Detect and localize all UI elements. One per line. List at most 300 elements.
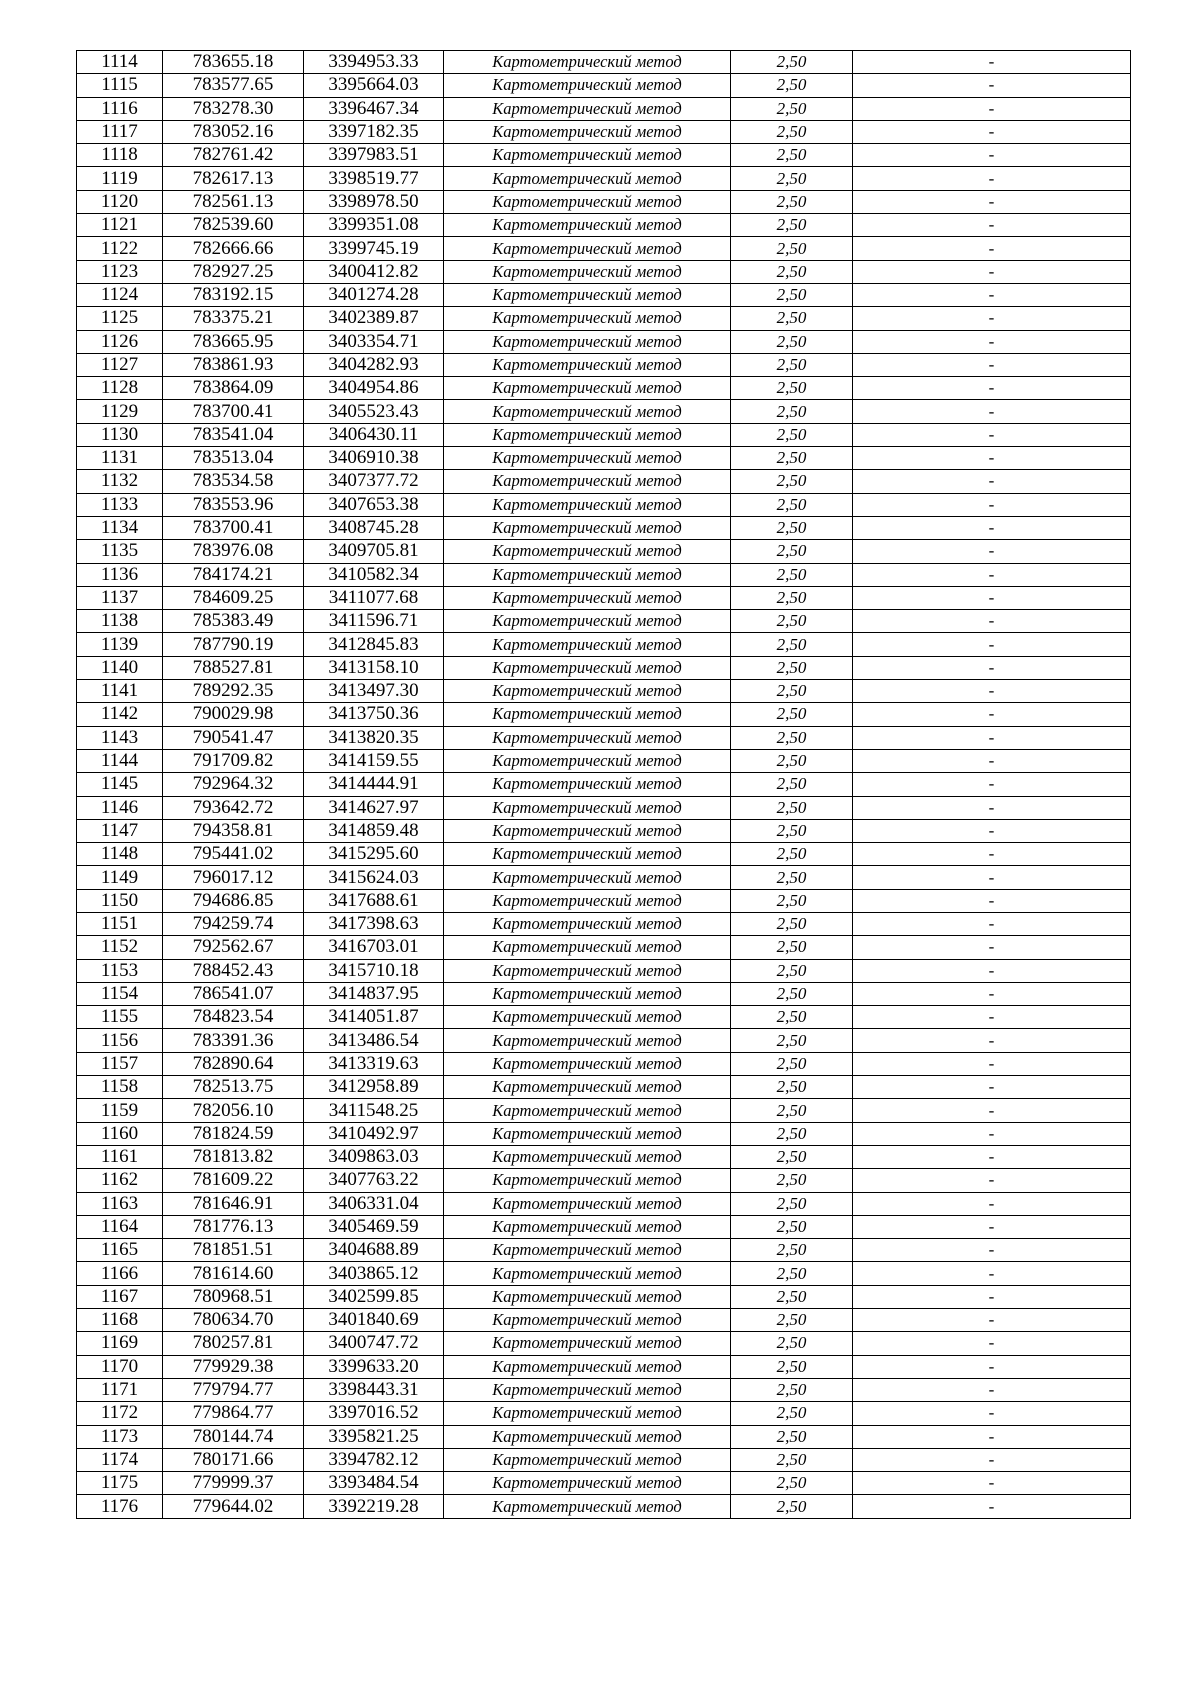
description-cell: - xyxy=(853,283,1131,306)
method-cell: Картометрический метод xyxy=(444,167,731,190)
x-coordinate-cell: 790029.98 xyxy=(163,703,304,726)
y-coordinate-cell: 3414627.97 xyxy=(304,796,444,819)
description-cell: - xyxy=(853,1355,1131,1378)
point-number-cell: 1153 xyxy=(77,959,163,982)
accuracy-cell: 2,50 xyxy=(731,1006,853,1029)
method-cell: Картометрический метод xyxy=(444,237,731,260)
y-coordinate-cell: 3413820.35 xyxy=(304,726,444,749)
method-cell: Картометрический метод xyxy=(444,1122,731,1145)
method-cell: Картометрический метод xyxy=(444,540,731,563)
point-number-cell: 1159 xyxy=(77,1099,163,1122)
y-coordinate-cell: 3400747.72 xyxy=(304,1332,444,1355)
table-row xyxy=(77,1332,1131,1355)
point-number-cell: 1140 xyxy=(77,656,163,679)
point-number-cell: 1172 xyxy=(77,1402,163,1425)
method-cell: Картометрический метод xyxy=(444,190,731,213)
method-cell: Картометрический метод xyxy=(444,1262,731,1285)
x-coordinate-cell: 782666.66 xyxy=(163,237,304,260)
method-cell: Картометрический метод xyxy=(444,633,731,656)
point-number-cell: 1176 xyxy=(77,1495,163,1518)
accuracy-cell: 2,50 xyxy=(731,214,853,237)
description-cell: - xyxy=(853,1309,1131,1332)
description-cell: - xyxy=(853,703,1131,726)
x-coordinate-cell: 784609.25 xyxy=(163,586,304,609)
x-coordinate-cell: 788527.81 xyxy=(163,656,304,679)
x-coordinate-cell: 780634.70 xyxy=(163,1309,304,1332)
table-row xyxy=(77,1145,1131,1168)
y-coordinate-cell: 3414159.55 xyxy=(304,749,444,772)
description-cell: - xyxy=(853,982,1131,1005)
method-cell: Картометрический метод xyxy=(444,912,731,935)
method-cell: Картометрический метод xyxy=(444,1355,731,1378)
point-number-cell: 1170 xyxy=(77,1355,163,1378)
method-cell: Картометрический метод xyxy=(444,1448,731,1471)
accuracy-cell: 2,50 xyxy=(731,1169,853,1192)
table-row xyxy=(77,540,1131,563)
accuracy-cell: 2,50 xyxy=(731,1402,853,1425)
table-row xyxy=(77,330,1131,353)
accuracy-cell: 2,50 xyxy=(731,936,853,959)
accuracy-cell: 2,50 xyxy=(731,656,853,679)
x-coordinate-cell: 783976.08 xyxy=(163,540,304,563)
point-number-cell: 1125 xyxy=(77,307,163,330)
method-cell: Картометрический метод xyxy=(444,1285,731,1308)
x-coordinate-cell: 782890.64 xyxy=(163,1052,304,1075)
x-coordinate-cell: 783861.93 xyxy=(163,353,304,376)
description-cell: - xyxy=(853,120,1131,143)
description-cell: - xyxy=(853,749,1131,772)
accuracy-cell: 2,50 xyxy=(731,377,853,400)
x-coordinate-cell: 783375.21 xyxy=(163,307,304,330)
y-coordinate-cell: 3411596.71 xyxy=(304,610,444,633)
y-coordinate-cell: 3413750.36 xyxy=(304,703,444,726)
accuracy-cell: 2,50 xyxy=(731,51,853,74)
table-row xyxy=(77,1169,1131,1192)
description-cell: - xyxy=(853,214,1131,237)
table-row xyxy=(77,889,1131,912)
y-coordinate-cell: 3395664.03 xyxy=(304,74,444,97)
point-number-cell: 1175 xyxy=(77,1472,163,1495)
x-coordinate-cell: 781776.13 xyxy=(163,1215,304,1238)
method-cell: Картометрический метод xyxy=(444,982,731,1005)
point-number-cell: 1120 xyxy=(77,190,163,213)
description-cell: - xyxy=(853,423,1131,446)
description-cell: - xyxy=(853,586,1131,609)
description-cell: - xyxy=(853,656,1131,679)
accuracy-cell: 2,50 xyxy=(731,703,853,726)
description-cell: - xyxy=(853,51,1131,74)
point-number-cell: 1157 xyxy=(77,1052,163,1075)
table-row xyxy=(77,516,1131,539)
accuracy-cell: 2,50 xyxy=(731,1495,853,1518)
point-number-cell: 1124 xyxy=(77,283,163,306)
point-number-cell: 1146 xyxy=(77,796,163,819)
accuracy-cell: 2,50 xyxy=(731,190,853,213)
y-coordinate-cell: 3416703.01 xyxy=(304,936,444,959)
y-coordinate-cell: 3402599.85 xyxy=(304,1285,444,1308)
point-number-cell: 1158 xyxy=(77,1076,163,1099)
point-number-cell: 1144 xyxy=(77,749,163,772)
table-row xyxy=(77,773,1131,796)
accuracy-cell: 2,50 xyxy=(731,516,853,539)
accuracy-cell: 2,50 xyxy=(731,773,853,796)
table-row xyxy=(77,400,1131,423)
point-number-cell: 1131 xyxy=(77,447,163,470)
description-cell: - xyxy=(853,912,1131,935)
accuracy-cell: 2,50 xyxy=(731,1285,853,1308)
table-row xyxy=(77,610,1131,633)
accuracy-cell: 2,50 xyxy=(731,1122,853,1145)
description-cell: - xyxy=(853,1285,1131,1308)
method-cell: Картометрический метод xyxy=(444,1192,731,1215)
point-number-cell: 1145 xyxy=(77,773,163,796)
point-number-cell: 1128 xyxy=(77,377,163,400)
method-cell: Картометрический метод xyxy=(444,656,731,679)
accuracy-cell: 2,50 xyxy=(731,423,853,446)
method-cell: Картометрический метод xyxy=(444,1029,731,1052)
method-cell: Картометрический метод xyxy=(444,1239,731,1262)
table-row xyxy=(77,190,1131,213)
y-coordinate-cell: 3407653.38 xyxy=(304,493,444,516)
x-coordinate-cell: 782539.60 xyxy=(163,214,304,237)
point-number-cell: 1130 xyxy=(77,423,163,446)
table-row xyxy=(77,283,1131,306)
x-coordinate-cell: 794686.85 xyxy=(163,889,304,912)
table-row xyxy=(77,936,1131,959)
x-coordinate-cell: 782927.25 xyxy=(163,260,304,283)
method-cell: Картометрический метод xyxy=(444,307,731,330)
accuracy-cell: 2,50 xyxy=(731,1192,853,1215)
table-row xyxy=(77,819,1131,842)
table-row xyxy=(77,120,1131,143)
y-coordinate-cell: 3415624.03 xyxy=(304,866,444,889)
method-cell: Картометрический метод xyxy=(444,1145,731,1168)
table-row xyxy=(77,586,1131,609)
table-row xyxy=(77,237,1131,260)
table-row xyxy=(77,912,1131,935)
y-coordinate-cell: 3417688.61 xyxy=(304,889,444,912)
table-row xyxy=(77,1285,1131,1308)
method-cell: Картометрический метод xyxy=(444,796,731,819)
description-cell: - xyxy=(853,167,1131,190)
x-coordinate-cell: 782561.13 xyxy=(163,190,304,213)
method-cell: Картометрический метод xyxy=(444,447,731,470)
description-cell: - xyxy=(853,97,1131,120)
description-cell: - xyxy=(853,1029,1131,1052)
table-row xyxy=(77,1402,1131,1425)
description-cell: - xyxy=(853,1425,1131,1448)
accuracy-cell: 2,50 xyxy=(731,400,853,423)
description-cell: - xyxy=(853,796,1131,819)
method-cell: Картометрический метод xyxy=(444,749,731,772)
point-number-cell: 1115 xyxy=(77,74,163,97)
table-row xyxy=(77,1355,1131,1378)
description-cell: - xyxy=(853,563,1131,586)
table-row xyxy=(77,1495,1131,1518)
description-cell: - xyxy=(853,773,1131,796)
point-number-cell: 1149 xyxy=(77,866,163,889)
x-coordinate-cell: 787790.19 xyxy=(163,633,304,656)
x-coordinate-cell: 780257.81 xyxy=(163,1332,304,1355)
x-coordinate-cell: 783577.65 xyxy=(163,74,304,97)
method-cell: Картометрический метод xyxy=(444,377,731,400)
accuracy-cell: 2,50 xyxy=(731,447,853,470)
y-coordinate-cell: 3414444.91 xyxy=(304,773,444,796)
table-row xyxy=(77,633,1131,656)
table-row xyxy=(77,1239,1131,1262)
x-coordinate-cell: 781609.22 xyxy=(163,1169,304,1192)
y-coordinate-cell: 3401274.28 xyxy=(304,283,444,306)
y-coordinate-cell: 3397182.35 xyxy=(304,120,444,143)
point-number-cell: 1150 xyxy=(77,889,163,912)
table-row xyxy=(77,167,1131,190)
description-cell: - xyxy=(853,1006,1131,1029)
table-row xyxy=(77,1262,1131,1285)
point-number-cell: 1121 xyxy=(77,214,163,237)
point-number-cell: 1168 xyxy=(77,1309,163,1332)
x-coordinate-cell: 780144.74 xyxy=(163,1425,304,1448)
description-cell: - xyxy=(853,330,1131,353)
description-cell: - xyxy=(853,936,1131,959)
description-cell: - xyxy=(853,1076,1131,1099)
accuracy-cell: 2,50 xyxy=(731,843,853,866)
accuracy-cell: 2,50 xyxy=(731,889,853,912)
accuracy-cell: 2,50 xyxy=(731,1239,853,1262)
accuracy-cell: 2,50 xyxy=(731,959,853,982)
y-coordinate-cell: 3413158.10 xyxy=(304,656,444,679)
point-number-cell: 1142 xyxy=(77,703,163,726)
point-number-cell: 1171 xyxy=(77,1378,163,1401)
point-number-cell: 1163 xyxy=(77,1192,163,1215)
x-coordinate-cell: 783052.16 xyxy=(163,120,304,143)
accuracy-cell: 2,50 xyxy=(731,1076,853,1099)
y-coordinate-cell: 3395821.25 xyxy=(304,1425,444,1448)
x-coordinate-cell: 785383.49 xyxy=(163,610,304,633)
point-number-cell: 1156 xyxy=(77,1029,163,1052)
point-number-cell: 1119 xyxy=(77,167,163,190)
description-cell: - xyxy=(853,866,1131,889)
accuracy-cell: 2,50 xyxy=(731,680,853,703)
description-cell: - xyxy=(853,190,1131,213)
description-cell: - xyxy=(853,260,1131,283)
description-cell: - xyxy=(853,144,1131,167)
accuracy-cell: 2,50 xyxy=(731,866,853,889)
y-coordinate-cell: 3398519.77 xyxy=(304,167,444,190)
table-row xyxy=(77,74,1131,97)
y-coordinate-cell: 3404954.86 xyxy=(304,377,444,400)
x-coordinate-cell: 783278.30 xyxy=(163,97,304,120)
description-cell: - xyxy=(853,1378,1131,1401)
point-number-cell: 1117 xyxy=(77,120,163,143)
x-coordinate-cell: 779929.38 xyxy=(163,1355,304,1378)
point-number-cell: 1148 xyxy=(77,843,163,866)
y-coordinate-cell: 3410582.34 xyxy=(304,563,444,586)
x-coordinate-cell: 783541.04 xyxy=(163,423,304,446)
method-cell: Картометрический метод xyxy=(444,144,731,167)
table-row xyxy=(77,377,1131,400)
accuracy-cell: 2,50 xyxy=(731,1262,853,1285)
accuracy-cell: 2,50 xyxy=(731,237,853,260)
table-row xyxy=(77,1006,1131,1029)
table-row xyxy=(77,97,1131,120)
point-number-cell: 1147 xyxy=(77,819,163,842)
method-cell: Картометрический метод xyxy=(444,1052,731,1075)
x-coordinate-cell: 781646.91 xyxy=(163,1192,304,1215)
table-row xyxy=(77,866,1131,889)
x-coordinate-cell: 792964.32 xyxy=(163,773,304,796)
x-coordinate-cell: 784174.21 xyxy=(163,563,304,586)
method-cell: Картометрический метод xyxy=(444,353,731,376)
y-coordinate-cell: 3406331.04 xyxy=(304,1192,444,1215)
method-cell: Картометрический метод xyxy=(444,423,731,446)
x-coordinate-cell: 779864.77 xyxy=(163,1402,304,1425)
description-cell: - xyxy=(853,377,1131,400)
point-number-cell: 1162 xyxy=(77,1169,163,1192)
point-number-cell: 1122 xyxy=(77,237,163,260)
method-cell: Картометрический метод xyxy=(444,470,731,493)
description-cell: - xyxy=(853,680,1131,703)
accuracy-cell: 2,50 xyxy=(731,74,853,97)
point-number-cell: 1139 xyxy=(77,633,163,656)
description-cell: - xyxy=(853,843,1131,866)
method-cell: Картометрический метод xyxy=(444,1402,731,1425)
table-row xyxy=(77,1029,1131,1052)
accuracy-cell: 2,50 xyxy=(731,726,853,749)
method-cell: Картометрический метод xyxy=(444,936,731,959)
y-coordinate-cell: 3398443.31 xyxy=(304,1378,444,1401)
coordinates-table xyxy=(76,50,1131,1519)
x-coordinate-cell: 781614.60 xyxy=(163,1262,304,1285)
method-cell: Картометрический метод xyxy=(444,773,731,796)
x-coordinate-cell: 783534.58 xyxy=(163,470,304,493)
table-row xyxy=(77,447,1131,470)
accuracy-cell: 2,50 xyxy=(731,912,853,935)
x-coordinate-cell: 783391.36 xyxy=(163,1029,304,1052)
table-row xyxy=(77,796,1131,819)
y-coordinate-cell: 3415295.60 xyxy=(304,843,444,866)
x-coordinate-cell: 793642.72 xyxy=(163,796,304,819)
description-cell: - xyxy=(853,516,1131,539)
point-number-cell: 1155 xyxy=(77,1006,163,1029)
table-row xyxy=(77,214,1131,237)
method-cell: Картометрический метод xyxy=(444,120,731,143)
x-coordinate-cell: 783700.41 xyxy=(163,516,304,539)
description-cell: - xyxy=(853,1099,1131,1122)
point-number-cell: 1141 xyxy=(77,680,163,703)
x-coordinate-cell: 786541.07 xyxy=(163,982,304,1005)
x-coordinate-cell: 783665.95 xyxy=(163,330,304,353)
method-cell: Картометрический метод xyxy=(444,1472,731,1495)
y-coordinate-cell: 3407763.22 xyxy=(304,1169,444,1192)
table-row xyxy=(77,1215,1131,1238)
y-coordinate-cell: 3392219.28 xyxy=(304,1495,444,1518)
point-number-cell: 1123 xyxy=(77,260,163,283)
point-number-cell: 1118 xyxy=(77,144,163,167)
x-coordinate-cell: 781851.51 xyxy=(163,1239,304,1262)
description-cell: - xyxy=(853,74,1131,97)
table-row xyxy=(77,680,1131,703)
table-row xyxy=(77,144,1131,167)
table-row xyxy=(77,470,1131,493)
description-cell: - xyxy=(853,237,1131,260)
method-cell: Картометрический метод xyxy=(444,1006,731,1029)
description-cell: - xyxy=(853,610,1131,633)
y-coordinate-cell: 3409705.81 xyxy=(304,540,444,563)
accuracy-cell: 2,50 xyxy=(731,586,853,609)
method-cell: Картометрический метод xyxy=(444,703,731,726)
method-cell: Картометрический метод xyxy=(444,1495,731,1518)
y-coordinate-cell: 3411077.68 xyxy=(304,586,444,609)
accuracy-cell: 2,50 xyxy=(731,1145,853,1168)
y-coordinate-cell: 3413319.63 xyxy=(304,1052,444,1075)
accuracy-cell: 2,50 xyxy=(731,749,853,772)
description-cell: - xyxy=(853,889,1131,912)
point-number-cell: 1129 xyxy=(77,400,163,423)
accuracy-cell: 2,50 xyxy=(731,353,853,376)
method-cell: Картометрический метод xyxy=(444,1309,731,1332)
table-row xyxy=(77,1076,1131,1099)
method-cell: Картометрический метод xyxy=(444,726,731,749)
accuracy-cell: 2,50 xyxy=(731,1448,853,1471)
accuracy-cell: 2,50 xyxy=(731,283,853,306)
accuracy-cell: 2,50 xyxy=(731,610,853,633)
accuracy-cell: 2,50 xyxy=(731,120,853,143)
accuracy-cell: 2,50 xyxy=(731,819,853,842)
table-row xyxy=(77,1425,1131,1448)
table-row xyxy=(77,353,1131,376)
y-coordinate-cell: 3404282.93 xyxy=(304,353,444,376)
accuracy-cell: 2,50 xyxy=(731,1425,853,1448)
description-cell: - xyxy=(853,400,1131,423)
y-coordinate-cell: 3413486.54 xyxy=(304,1029,444,1052)
table-row xyxy=(77,656,1131,679)
accuracy-cell: 2,50 xyxy=(731,167,853,190)
accuracy-cell: 2,50 xyxy=(731,493,853,516)
description-cell: - xyxy=(853,1239,1131,1262)
accuracy-cell: 2,50 xyxy=(731,1099,853,1122)
x-coordinate-cell: 783655.18 xyxy=(163,51,304,74)
x-coordinate-cell: 790541.47 xyxy=(163,726,304,749)
table-row xyxy=(77,563,1131,586)
accuracy-cell: 2,50 xyxy=(731,796,853,819)
x-coordinate-cell: 789292.35 xyxy=(163,680,304,703)
accuracy-cell: 2,50 xyxy=(731,1355,853,1378)
description-cell: - xyxy=(853,819,1131,842)
y-coordinate-cell: 3413497.30 xyxy=(304,680,444,703)
method-cell: Картометрический метод xyxy=(444,51,731,74)
x-coordinate-cell: 784823.54 xyxy=(163,1006,304,1029)
description-cell: - xyxy=(853,353,1131,376)
method-cell: Картометрический метод xyxy=(444,516,731,539)
y-coordinate-cell: 3412845.83 xyxy=(304,633,444,656)
description-cell: - xyxy=(853,1192,1131,1215)
point-number-cell: 1126 xyxy=(77,330,163,353)
table-row xyxy=(77,1448,1131,1471)
y-coordinate-cell: 3417398.63 xyxy=(304,912,444,935)
description-cell: - xyxy=(853,1262,1131,1285)
method-cell: Картометрический метод xyxy=(444,1332,731,1355)
y-coordinate-cell: 3404688.89 xyxy=(304,1239,444,1262)
method-cell: Картометрический метод xyxy=(444,1425,731,1448)
point-number-cell: 1174 xyxy=(77,1448,163,1471)
x-coordinate-cell: 792562.67 xyxy=(163,936,304,959)
method-cell: Картометрический метод xyxy=(444,889,731,912)
accuracy-cell: 2,50 xyxy=(731,1472,853,1495)
description-cell: - xyxy=(853,633,1131,656)
y-coordinate-cell: 3400412.82 xyxy=(304,260,444,283)
y-coordinate-cell: 3401840.69 xyxy=(304,1309,444,1332)
y-coordinate-cell: 3408745.28 xyxy=(304,516,444,539)
